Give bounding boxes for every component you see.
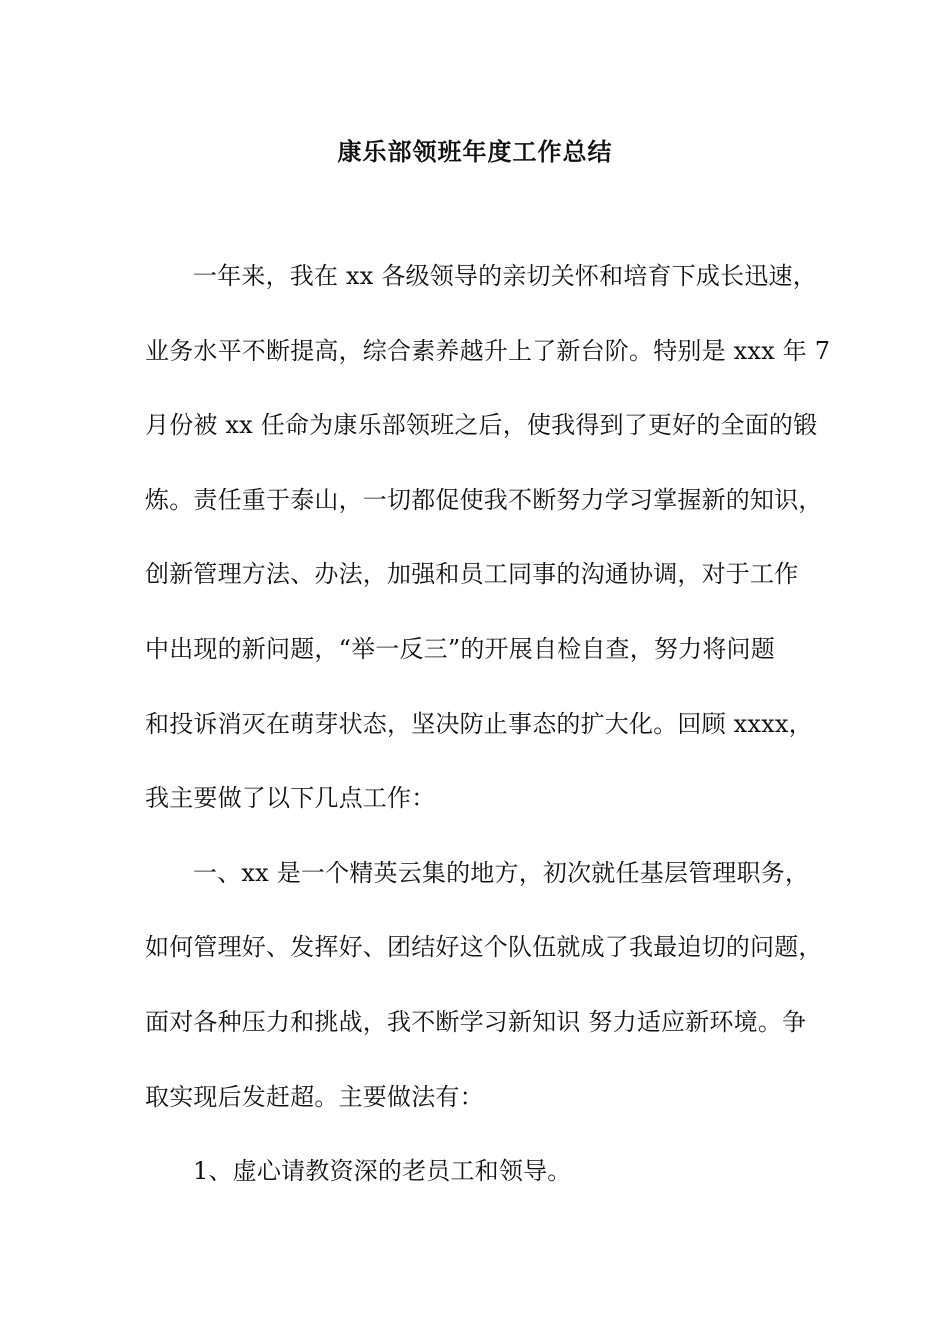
paragraph-line: 取实现后发赶超。主要做法有：: [145, 1082, 484, 1111]
paragraph-line: 如何管理好、发挥好、团结好这个队伍就成了我最迫切的问题，: [145, 933, 823, 962]
paragraph-line: 创新管理方法、办法，加强和员工同事的沟通协调，对于工作: [145, 560, 799, 589]
document-body: [145, 258, 835, 1228]
paragraph-line: 一、xx 是一个精英云集的地方，初次就任基层管理职务，: [193, 858, 810, 887]
paragraph-line: 和投诉消灭在萌芽状态，坚决防止事态的扩大化。回顾 xxxx，: [145, 709, 813, 738]
paragraph-line: 面对各种压力和挑战，我不断学习新知识 努力适应新环境。争: [145, 1007, 807, 1036]
paragraph-line: 我主要做了以下几点工作：: [145, 784, 436, 813]
paragraph-line: 月份被 xx 任命为康乐部领班之后，使我得到了更好的全面的锻: [145, 411, 818, 440]
paragraph-line: 一年来，我在 xx 各级领导的亲切关怀和培育下成长迅速，: [193, 262, 817, 290]
paragraph-line: 炼。责任重于泰山，一切都促使我不断努力学习掌握新的知识，: [145, 485, 823, 514]
document-title: 康乐部领班年度工作总结: [337, 138, 613, 166]
list-item-line: 1、虚心请教资深的老员工和领导。: [193, 1157, 572, 1186]
paragraph-line: 中出现的新问题，“举一反三”的开展自检自查，努力将问题: [145, 634, 775, 663]
paragraph-line: 业务水平不断提高，综合素养越升上了新台阶。特别是 xxx 年 7: [145, 336, 831, 365]
